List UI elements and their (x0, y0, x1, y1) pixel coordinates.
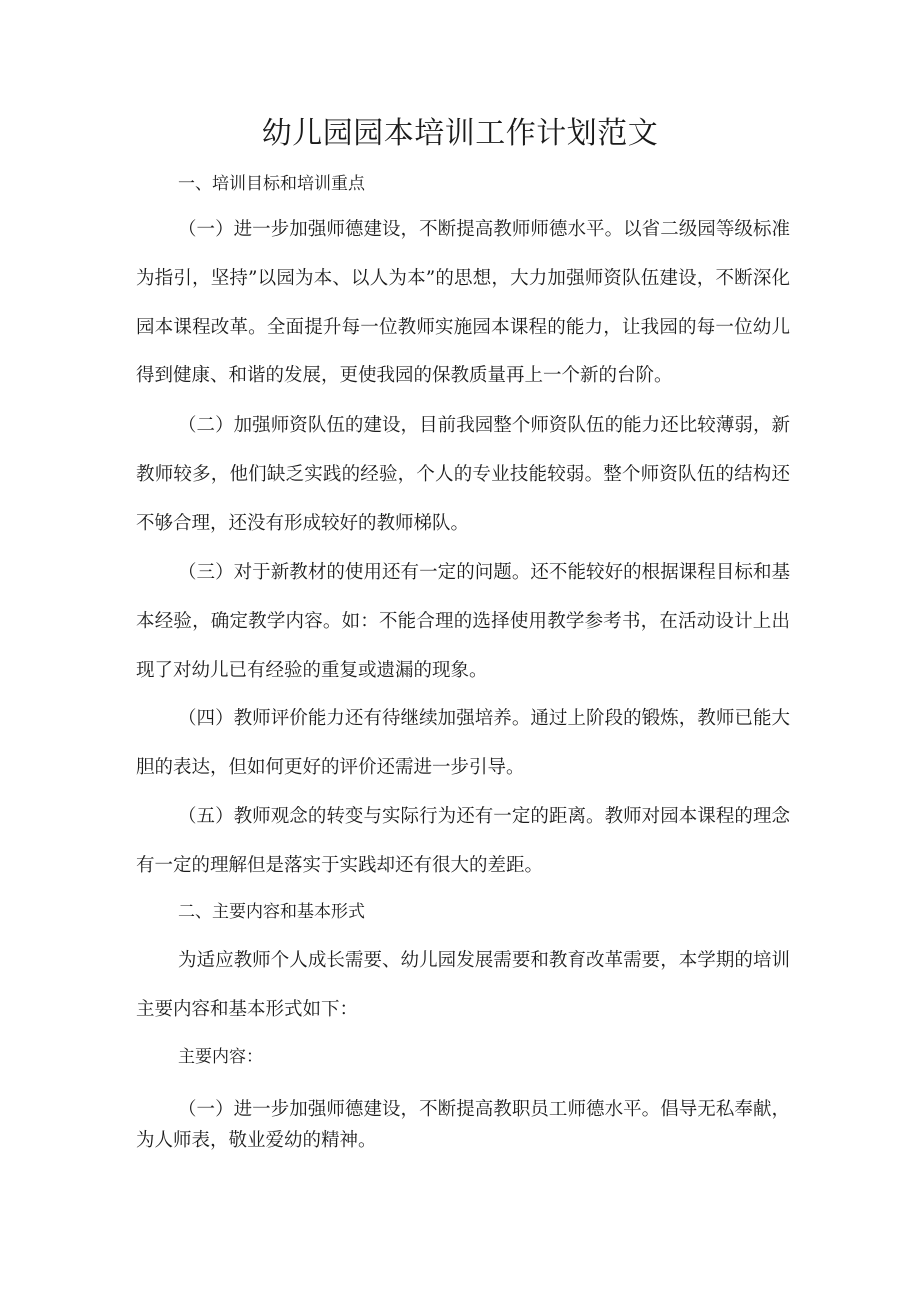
paragraph-3: （三）对于新教材的使用还有一定的问题。还不能较好的根据课程目标和基本经验，确定教学内容。如：不能合理的选择使用教学参考书，在活动设计上出现了对幼儿已有经验的重复或遗漏的现象。 (136, 562, 790, 681)
paragraph-2: （二）加强师资队伍的建设，目前我园整个师资队伍的能力还比较薄弱，新教师较多，他们缺乏实践的经验，个人的专业技能较弱。整个师资队伍的结构还不够合理，还没有形成较好的教师梯队。 (136, 415, 790, 534)
paragraph-4: （四）教师评价能力还有待继续加强培养。通过上阶段的锻炼，教师已能大胆的表达，但如何更好的评价还需进一步引导。 (136, 708, 790, 778)
paragraph-6: 为适应教师个人成长需要、幼儿园发展需要和教育改革需要，本学期的培训主要内容和基本形式如下： (136, 950, 790, 1020)
paragraph-5: （五）教师观念的转变与实际行为还有一定的距离。教师对园本课程的理念有一定的理解但是落实于实践却还有很大的差距。 (136, 806, 790, 876)
section-heading-content: 二、主要内容和基本形式 (178, 902, 365, 922)
document-title: 幼儿园园本培训工作计划范文 (261, 116, 659, 151)
subheading-main-content: 主要内容： (178, 1047, 263, 1067)
section-heading-goals: 一、培训目标和培训重点 (178, 174, 365, 194)
paragraph-7: （一）进一步加强师德建设，不断提高教职员工师德水平。倡导无私奉献，为人师表，敬业爱幼的精神。 (136, 1099, 790, 1151)
paragraph-1: （一）进一步加强师德建设，不断提高教师师德水平。以省二级园等级标准为指引，坚持”以园为本、以人为本”的思想，大力加强师资队伍建设，不断深化园本课程改革。全面提升每一位教师实施园本课程的能力，让我园的每一位幼儿得到健康、和谐的发展，更使我园的保教质量再上一个新的台阶。 (136, 219, 790, 387)
